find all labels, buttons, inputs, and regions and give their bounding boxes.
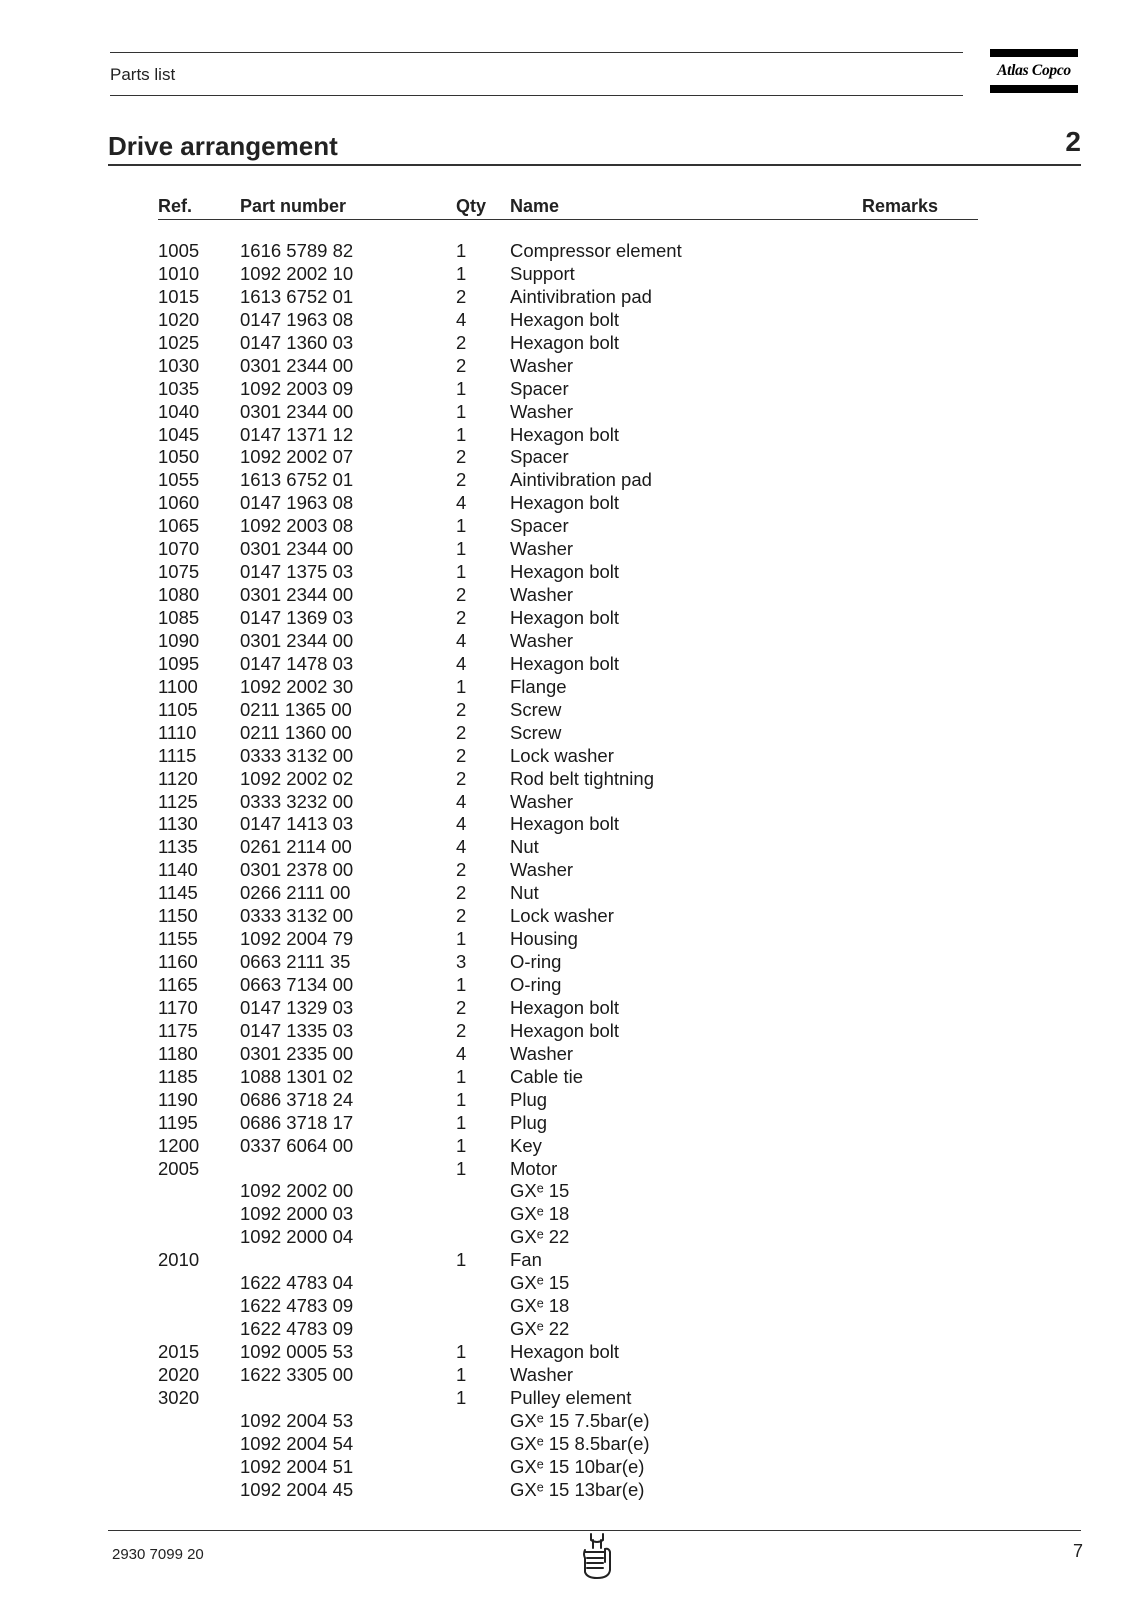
table-row [0,1387,1131,1410]
part-number-cell: 1092 2002 07 [240,446,354,468]
ref-cell: 1065 [158,515,200,537]
part-number-cell: 1092 2000 03 [240,1203,354,1225]
part-number-cell: 0301 2335 00 [240,1042,354,1064]
name-cell: Hexagon bolt [510,1341,620,1362]
name-cell: O-ring [510,974,562,995]
qty-cell: 1 [456,974,467,995]
name-cell: GXᵉ 18 [510,1203,570,1225]
qty-cell: 2 [456,767,467,789]
qty-cell: 1 [456,1088,467,1110]
table-row [0,1158,1131,1181]
qty-cell: 1 [456,1157,467,1179]
qty-cell: 2 [456,905,467,927]
table-row [0,1043,1131,1066]
qty-cell: 2 [456,721,467,743]
part-number-cell: 0663 7134 00 [240,974,354,995]
name-cell: Spacer [510,515,569,537]
qty-cell: 2 [456,446,467,468]
ref-cell: 1025 [158,331,200,353]
ref-cell: 1160 [158,951,198,973]
name-cell: Hexagon bolt [510,492,620,514]
table-row [0,722,1131,745]
service-wrench-hand-icon [577,1532,617,1580]
name-cell: Washer [510,629,574,651]
qty-cell: 1 [456,675,467,697]
part-number-cell: 0686 3718 17 [240,1111,354,1133]
table-row [0,286,1131,309]
part-number-cell: 1092 0005 53 [240,1341,354,1362]
part-number-cell: 0301 2344 00 [240,400,354,422]
name-cell: Hexagon bolt [510,308,620,330]
parts-table-body [0,240,1131,1502]
name-cell: GXᵉ 18 [510,1295,570,1317]
table-row [0,469,1131,492]
part-number-cell: 0333 3132 00 [240,905,354,927]
part-number-cell: 0266 2111 00 [240,882,351,904]
part-number-cell: 1616 5789 82 [240,240,354,261]
qty-cell: 1 [456,262,467,284]
table-row [0,630,1131,653]
part-number-cell: 1088 1301 02 [240,1065,354,1087]
name-cell: Rod belt tightning [510,767,654,789]
table-row [0,1089,1131,1112]
name-cell: GXᵉ 22 [510,1226,570,1248]
ref-cell: 1080 [158,584,200,606]
ref-cell: 1060 [158,492,200,514]
table-row [0,1479,1131,1502]
name-cell: GXᵉ 15 13bar(e) [510,1478,645,1500]
name-cell: Plug [510,1088,548,1110]
part-number-cell: 0301 2344 00 [240,629,354,651]
qty-cell: 1 [456,240,467,261]
qty-cell: 4 [456,629,467,651]
chapter-number: 2 [1065,126,1081,157]
qty-cell: 1 [456,1386,467,1408]
name-cell: Washer [510,354,574,376]
qty-cell: 2 [456,744,467,766]
name-cell: Aintivibration pad [510,285,652,307]
part-number-cell: 0147 1963 08 [240,308,354,330]
document-number: 2930 7099 20 [112,1546,204,1563]
table-row [0,676,1131,699]
part-number-cell: 0147 1360 03 [240,331,354,353]
name-cell: Spacer [510,377,569,399]
table-row [0,859,1131,882]
ref-cell: 1145 [158,882,198,904]
qty-cell: 4 [456,308,467,330]
part-number-cell: 1092 2004 51 [240,1455,354,1477]
ref-cell: 1140 [158,859,198,881]
table-row [0,538,1131,561]
ref-cell: 1020 [158,308,200,330]
name-cell: Washer [510,1042,574,1064]
name-cell: Hexagon bolt [510,561,620,583]
ref-cell: 2005 [158,1157,200,1179]
ref-cell: 1195 [158,1111,198,1133]
name-cell: Hexagon bolt [510,423,620,445]
ref-cell: 1185 [158,1065,198,1087]
table-row [0,1203,1131,1226]
name-cell: GXᵉ 15 [510,1180,570,1202]
ref-cell: 1075 [158,561,200,583]
part-number-cell: 1622 4783 09 [240,1318,354,1340]
table-row [0,1433,1131,1456]
name-cell: Nut [510,882,539,904]
part-number-cell: 0301 2344 00 [240,354,354,376]
part-number-cell: 0147 1329 03 [240,996,354,1018]
part-number-cell: 0147 1371 12 [240,423,354,445]
name-cell: Key [510,1134,542,1156]
part-number-cell: 1092 2004 45 [240,1478,354,1500]
name-cell: Lock washer [510,744,614,766]
table-row [0,492,1131,515]
qty-cell: 2 [456,469,467,491]
part-number-cell: 1092 2004 54 [240,1432,354,1454]
ref-cell: 1095 [158,652,200,674]
qty-cell: 2 [456,859,467,881]
column-header-name: Name [510,196,560,216]
qty-cell: 1 [456,423,467,445]
qty-cell: 2 [456,996,467,1018]
ref-cell: 1085 [158,607,200,628]
table-row [0,424,1131,447]
name-cell: Housing [510,928,578,950]
footer-rule [108,1530,1081,1531]
table-row [0,1135,1131,1158]
qty-cell: 4 [456,652,467,674]
table-row [0,240,1131,263]
ref-cell: 1005 [158,240,200,261]
part-number-cell: 1613 6752 01 [240,469,354,491]
part-number-cell: 0147 1478 03 [240,652,354,674]
name-cell: Aintivibration pad [510,469,652,491]
part-number-cell: 0686 3718 24 [240,1088,354,1110]
part-number-cell: 0333 3132 00 [240,744,354,766]
qty-cell: 1 [456,928,467,950]
name-cell: Washer [510,584,574,606]
ref-cell: 1165 [158,974,198,995]
table-row [0,1272,1131,1295]
qty-cell: 2 [456,331,467,353]
name-cell: Hexagon bolt [510,813,620,835]
part-number-cell: 1092 2002 02 [240,767,354,789]
ref-cell: 1030 [158,354,200,376]
ref-cell: 1125 [158,790,198,812]
name-cell: Washer [510,538,574,560]
table-row [0,332,1131,355]
part-number-cell: 1092 2000 04 [240,1226,354,1248]
header-top-rule [110,52,963,53]
qty-cell: 1 [456,538,467,560]
part-number-cell: 0147 1375 03 [240,561,354,583]
name-cell: Pulley element [510,1386,632,1408]
page-number: 7 [1072,1541,1083,1561]
part-number-cell: 0147 1369 03 [240,607,354,628]
name-cell: GXᵉ 15 7.5bar(e) [510,1409,650,1431]
name-cell: Screw [510,698,562,720]
qty-cell: 1 [456,1065,467,1087]
table-row [0,1295,1131,1318]
table-row [0,928,1131,951]
part-number-cell: 1092 2002 00 [240,1180,354,1202]
ref-cell: 1170 [158,996,198,1018]
part-number-cell: 1613 6752 01 [240,285,354,307]
name-cell: Support [510,262,575,284]
name-cell: Fan [510,1249,542,1271]
qty-cell: 1 [456,1111,467,1133]
ref-cell: 1175 [158,1019,198,1041]
table-row [0,951,1131,974]
qty-cell: 4 [456,790,467,812]
qty-cell: 2 [456,607,467,628]
name-cell: Washer [510,1363,574,1385]
table-row [0,584,1131,607]
name-cell: Spacer [510,446,569,468]
name-cell: Motor [510,1157,558,1179]
name-cell: Washer [510,400,574,422]
part-number-cell: 0301 2344 00 [240,538,354,560]
table-row [0,882,1131,905]
qty-cell: 4 [456,813,467,835]
part-number-cell: 0261 2114 00 [240,836,352,858]
name-cell: Hexagon bolt [510,652,620,674]
ref-cell: 1040 [158,400,200,422]
table-row [0,515,1131,538]
table-row [0,309,1131,332]
qty-cell: 1 [456,1363,467,1385]
name-cell: GXᵉ 15 8.5bar(e) [510,1432,650,1454]
ref-cell: 1115 [158,744,197,766]
qty-cell: 2 [456,882,467,904]
qty-cell: 4 [456,1042,467,1064]
table-row [0,745,1131,768]
table-row [0,813,1131,836]
table-row [0,791,1131,814]
name-cell: Screw [510,721,562,743]
part-number-cell: 0301 2378 00 [240,859,354,881]
qty-cell: 2 [456,354,467,376]
table-row [0,378,1131,401]
ref-cell: 1120 [158,767,198,789]
page-title: Drive arrangement [108,131,338,161]
name-cell: GXᵉ 15 [510,1272,570,1294]
table-row [0,974,1131,997]
header-label: Parts list [110,65,176,84]
name-cell: Lock washer [510,905,614,927]
table-row [0,401,1131,424]
table-row [0,263,1131,286]
ref-cell: 1045 [158,423,200,445]
qty-cell: 1 [456,1134,467,1156]
table-row [0,355,1131,378]
part-number-cell: 0333 3232 00 [240,790,354,812]
ref-cell: 1070 [158,538,200,560]
part-number-cell: 1092 2004 79 [240,928,354,950]
table-row [0,1180,1131,1203]
table-row [0,1226,1131,1249]
part-number-cell: 1092 2003 09 [240,377,354,399]
part-number-cell: 0147 1335 03 [240,1019,354,1041]
part-number-cell: 1092 2003 08 [240,515,354,537]
qty-cell: 3 [456,951,467,973]
ref-cell: 3020 [158,1386,200,1408]
part-number-cell: 0663 2111 35 [240,951,351,973]
table-row [0,1456,1131,1479]
name-cell: Hexagon bolt [510,996,620,1018]
qty-cell: 4 [456,492,467,514]
column-header-part-number: Part number [240,196,347,216]
part-number-cell: 1622 4783 09 [240,1295,354,1317]
part-number-cell: 1092 2002 10 [240,262,354,284]
table-row [0,1410,1131,1433]
ref-cell: 1105 [158,698,198,720]
table-row [0,1020,1131,1043]
logo-bottom-bar [990,85,1078,93]
name-cell: Washer [510,790,574,812]
name-cell: Nut [510,836,539,858]
name-cell: GXᵉ 22 [510,1318,570,1340]
ref-cell: 1180 [158,1042,198,1064]
ref-cell: 1010 [158,262,200,284]
ref-cell: 2020 [158,1363,200,1385]
part-number-cell: 0337 6064 00 [240,1134,354,1156]
table-row [0,1066,1131,1089]
ref-cell: 1200 [158,1134,200,1156]
name-cell: Plug [510,1111,548,1133]
part-number-cell: 1092 2002 30 [240,675,354,697]
ref-cell: 1155 [158,928,198,950]
ref-cell: 1090 [158,629,200,651]
name-cell: O-ring [510,951,562,973]
ref-cell: 1055 [158,469,200,491]
ref-cell: 1035 [158,377,200,399]
header-bottom-rule [110,95,963,96]
table-header-rule [158,219,978,220]
table-row [0,607,1131,630]
part-number-cell: 0147 1963 08 [240,492,354,514]
qty-cell: 1 [456,1341,467,1362]
table-row [0,768,1131,791]
name-cell: Hexagon bolt [510,607,620,628]
qty-cell: 1 [456,400,467,422]
table-row [0,1112,1131,1135]
ref-cell: 1150 [158,905,198,927]
qty-cell: 2 [456,584,467,606]
ref-cell: 1135 [158,836,198,858]
ref-cell: 1190 [158,1088,198,1110]
name-cell: GXᵉ 15 10bar(e) [510,1455,645,1477]
ref-cell: 1050 [158,446,200,468]
ref-cell: 1100 [158,675,198,697]
title-rule [108,164,1081,166]
atlas-copco-logo [990,49,1078,93]
name-cell: Compressor element [510,240,682,261]
logo-brand-text: Atlas Copco [997,62,1071,79]
table-row [0,1341,1131,1364]
column-header-remarks: Remarks [862,196,939,216]
name-cell: Hexagon bolt [510,331,620,353]
table-row [0,1364,1131,1387]
column-header-qty: Qty [456,196,487,216]
table-row [0,561,1131,584]
qty-cell: 1 [456,515,467,537]
part-number-cell: 0211 1360 00 [240,721,352,743]
table-row [0,653,1131,676]
table-row [0,997,1131,1020]
table-row [0,905,1131,928]
qty-cell: 1 [456,1249,467,1271]
ref-cell: 1110 [158,721,197,743]
name-cell: Flange [510,675,567,697]
name-cell: Washer [510,859,574,881]
ref-cell: 2010 [158,1249,200,1271]
table-row [0,446,1131,469]
qty-cell: 2 [456,698,467,720]
name-cell: Hexagon bolt [510,1019,620,1041]
table-row [0,699,1131,722]
ref-cell: 2015 [158,1341,200,1362]
qty-cell: 1 [456,377,467,399]
table-row [0,1249,1131,1272]
part-number-cell: 1622 4783 04 [240,1272,354,1294]
part-number-cell: 1622 3305 00 [240,1363,354,1385]
qty-cell: 1 [456,561,467,583]
part-number-cell: 0301 2344 00 [240,584,354,606]
name-cell: Cable tie [510,1065,584,1087]
qty-cell: 4 [456,836,467,858]
qty-cell: 2 [456,285,467,307]
ref-cell: 1015 [158,285,200,307]
part-number-cell: 0147 1413 03 [240,813,354,835]
part-number-cell: 0211 1365 00 [240,698,352,720]
qty-cell: 2 [456,1019,467,1041]
ref-cell: 1130 [158,813,198,835]
logo-top-bar [990,49,1078,57]
part-number-cell: 1092 2004 53 [240,1409,354,1431]
table-row [0,1318,1131,1341]
table-row [0,836,1131,859]
column-header-ref: Ref. [158,196,193,216]
